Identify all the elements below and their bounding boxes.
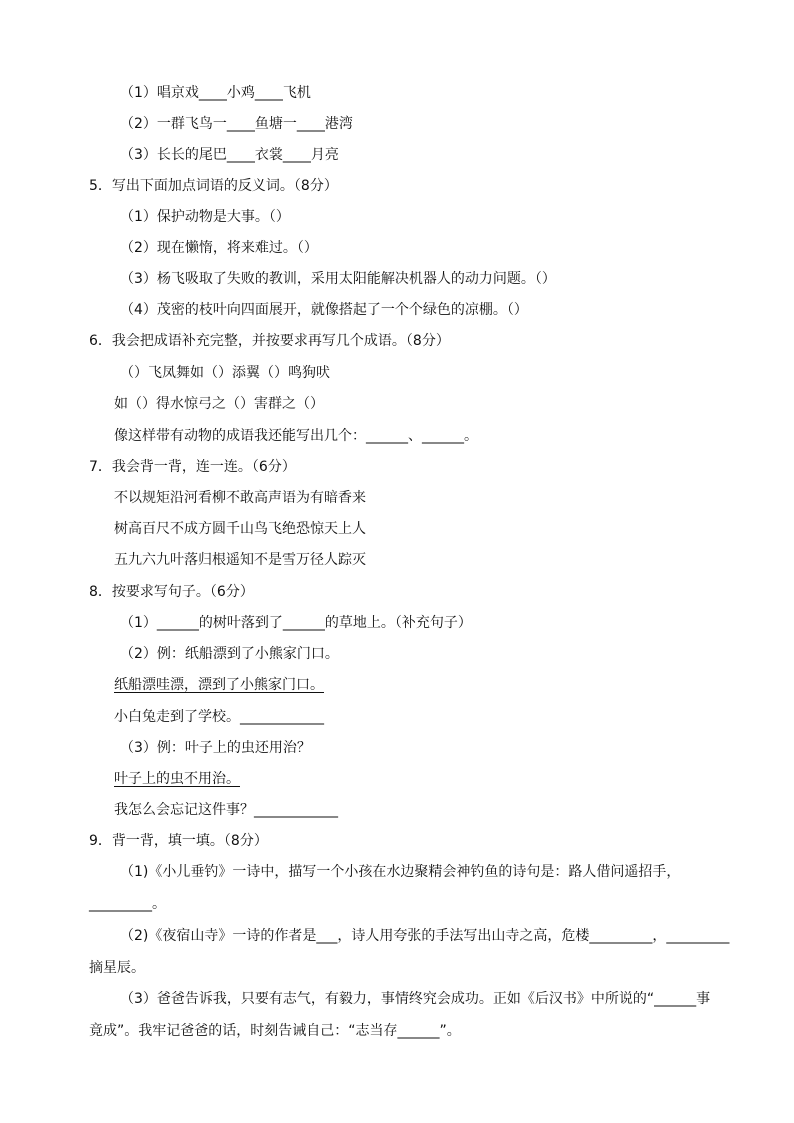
question-7-title: 7．我会背一背，连一连。（6分） (89, 459, 296, 475)
q9-item-3-continued: 竟成”。我牢记爸爸的话，时刻告诫自己：“志当存______”。 (89, 1023, 461, 1039)
q7-row-1: 不以规矩沿河看柳不敢高声语为有暗香来 (114, 490, 366, 506)
q9-item-3: （3）爸爸告诉我，只要有志气，有毅力，事情终究会成功。正如《后汉书》中所说的“______事 (120, 991, 711, 1007)
q6-idiom-row-1: （）飞凤舞如（）添翼（）鸣狗吠 (120, 365, 330, 381)
q8-item-3: （3）例：叶子上的虫还用治？ (120, 740, 311, 756)
question-8-title: 8．按要求写句子。（6分） (89, 584, 254, 600)
q4-item-2: （2）一群飞鸟一____鱼塘一____港湾 (120, 116, 353, 132)
q9-item-2: （2)《夜宿山寺》一诗的作者是___，诗人用夸张的手法写出山寺之高，危楼_________，_________ (120, 928, 730, 944)
question-9-title: 9．背一背，填一填。（8分） (89, 833, 268, 849)
question-5-title: 5．写出下面加点词语的反义词。（8分） (89, 178, 338, 194)
q7-row-2: 树高百尺不成方圆千山鸟飞绝恐惊天上人 (114, 521, 366, 537)
q4-item-1: （1）唱京戏____小鸡____飞机 (120, 85, 311, 101)
q9-item-2-continued: 摘星辰。 (89, 960, 145, 976)
q5-item-2: （2）现在懒惰，将来难过。（） (120, 240, 318, 256)
q8-item-2-example: 纸船漂哇漂，漂到了小熊家门口。 (114, 677, 324, 693)
q6-extra-idioms: 像这样带有动物的成语我还能写出几个：______、______。 (114, 428, 478, 444)
q4-item-3: （3）长长的尾巴____衣裳____月亮 (120, 147, 339, 163)
q9-item-1: （1)《小儿垂钓》一诗中，描写一个小孩在水边聚精会神钓鱼的诗句是：路人借问遥招手， (120, 864, 681, 880)
q8-item-2-question: 小白兔走到了学校。____________ (114, 709, 324, 725)
q8-item-3-question: 我怎么会忘记这件事？____________ (114, 802, 338, 818)
q7-row-3: 五九六九叶落归根遥知不是雪万径人踪灭 (114, 552, 366, 568)
q8-item-2: （2）例：纸船漂到了小熊家门口。 (120, 646, 339, 662)
q9-item-1-continued: _________。 (89, 896, 166, 912)
q6-idiom-row-2: 如（）得水惊弓之（）害群之（） (114, 396, 324, 412)
q5-item-4: （4）茂密的枝叶向四面展开，就像搭起了一个个绿色的凉棚。（） (120, 302, 528, 318)
q8-item-3-example: 叶子上的虫不用治。 (114, 771, 240, 787)
q5-item-1: （1）保护动物是大事。（） (120, 209, 290, 225)
q5-item-3: （3）杨飞吸取了失败的教训，采用太阳能解决机器人的动力问题。（） (120, 271, 556, 287)
question-6-title: 6．我会把成语补充完整，并按要求再写几个成语。（8分） (89, 333, 450, 349)
q8-item-1: （1）______的树叶落到了______的草地上。（补充句子） (120, 615, 472, 631)
